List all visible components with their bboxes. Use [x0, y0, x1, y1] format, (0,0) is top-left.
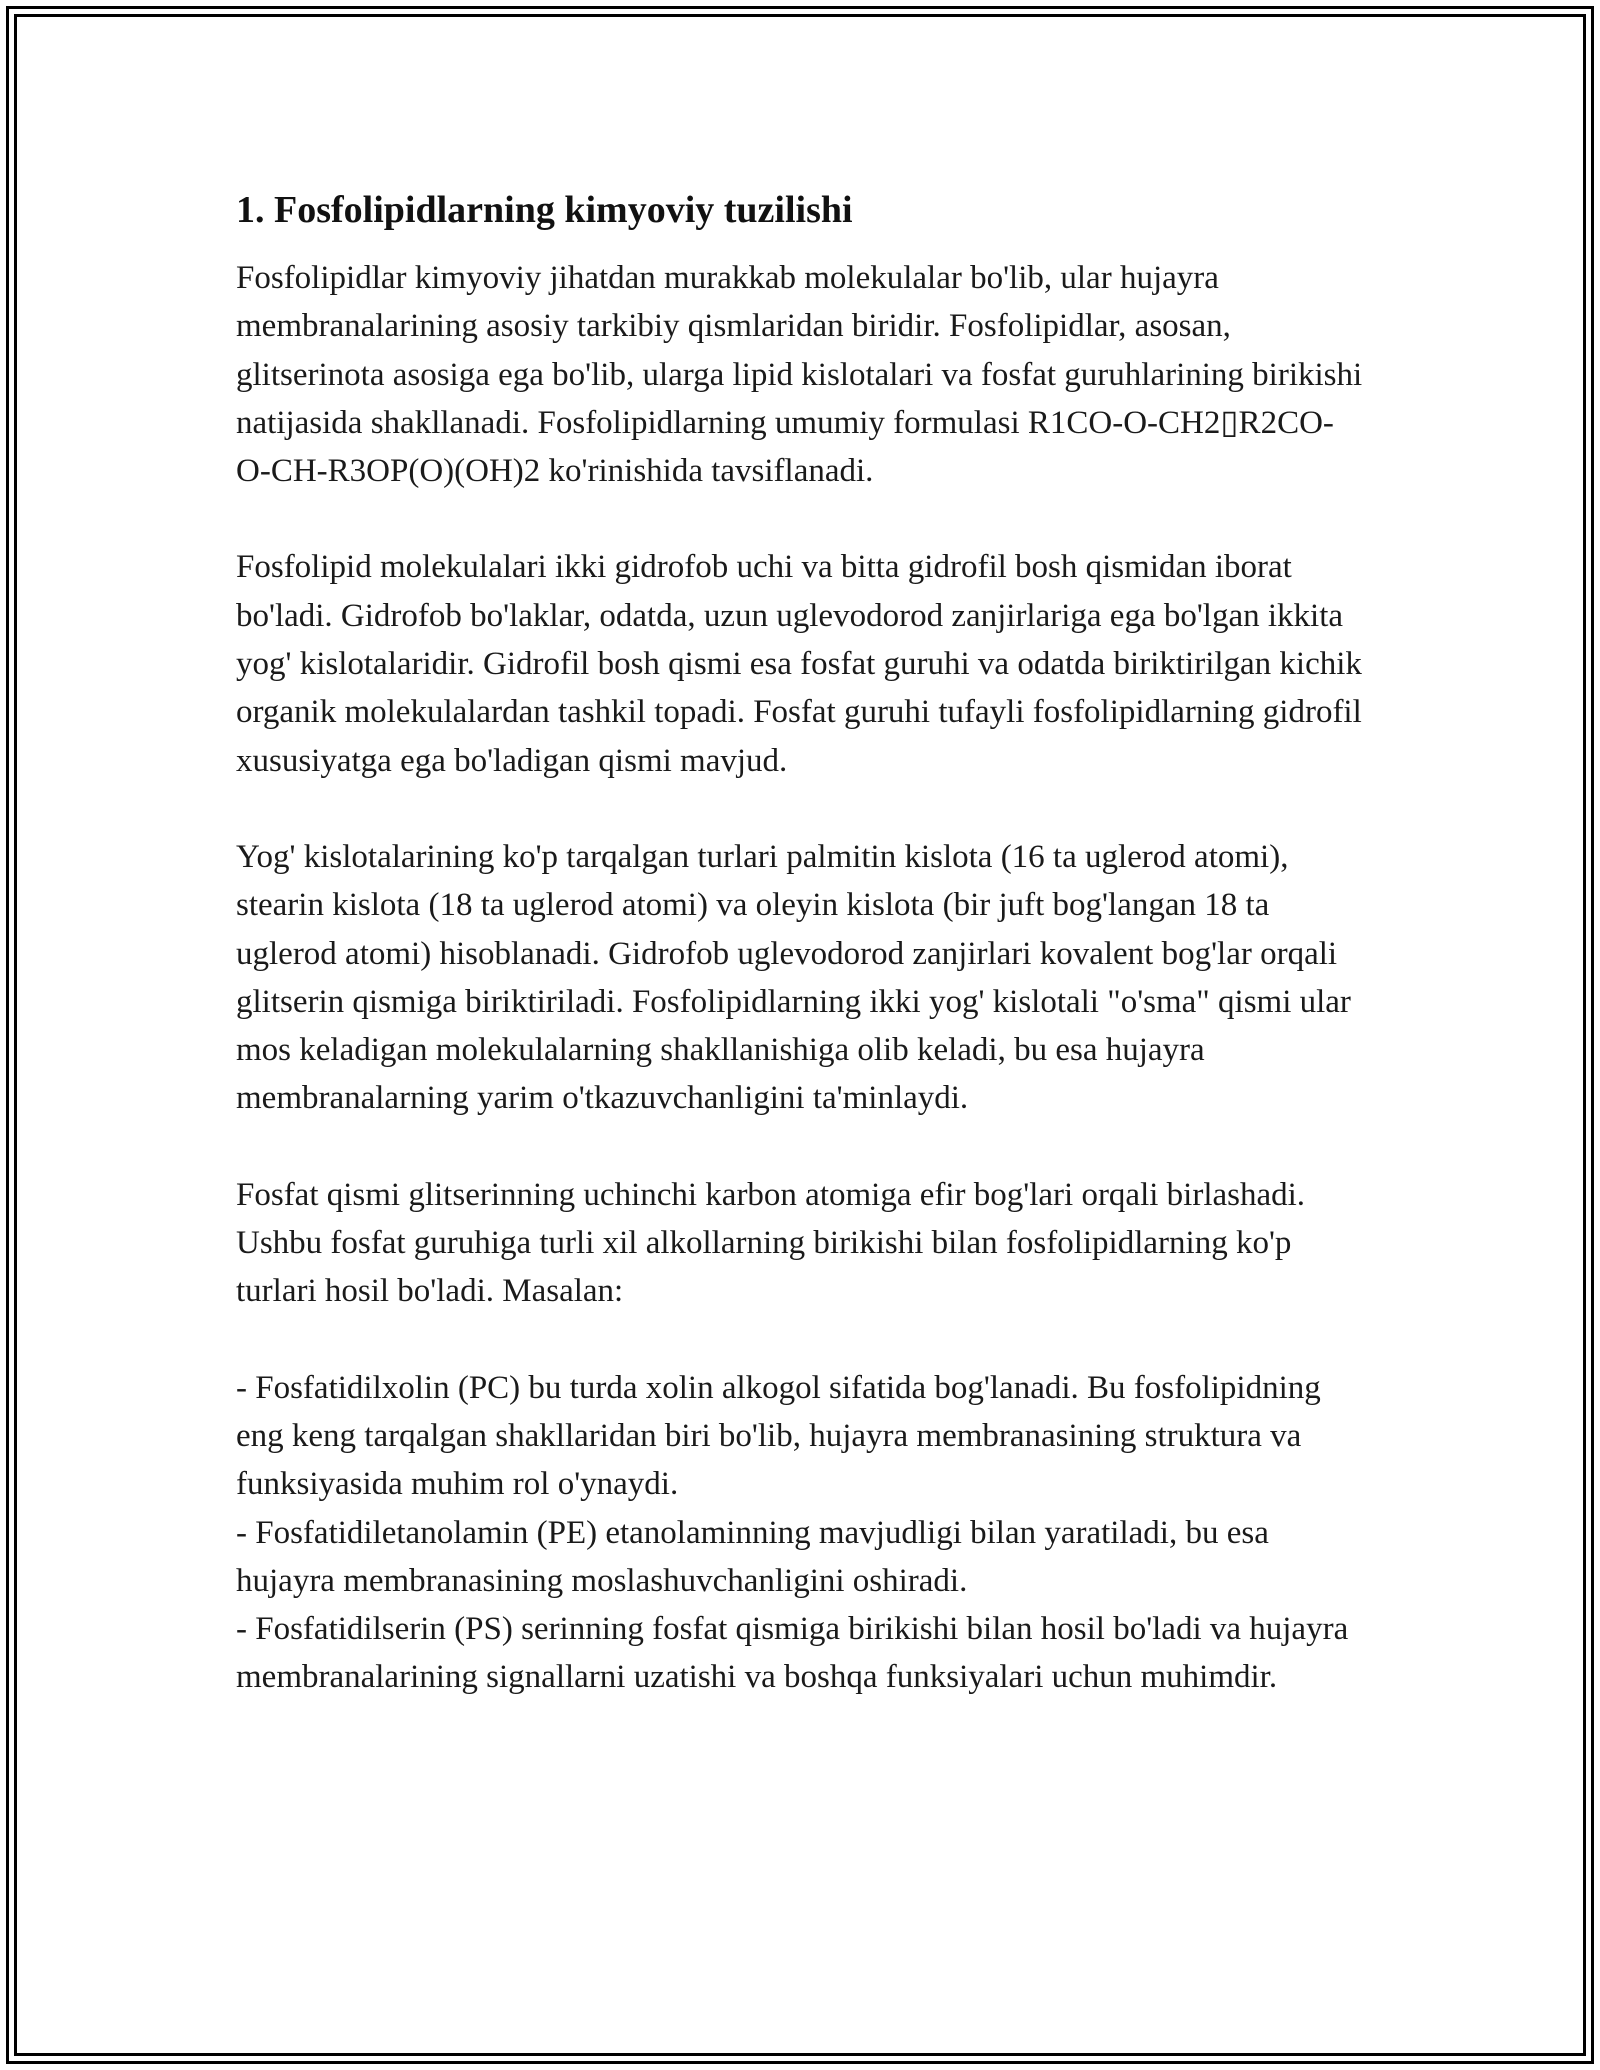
- paragraph-fatty-acids: Yog' kislotalarining ko'p tarqalgan turlari palmitin kislota (16 ta uglerod atomi), stearin kislota (18 ta uglerod atomi) va oleyin kislota (bir juft bog'langan 18 ta uglerod atomi) hisoblanadi. Gidrofob uglevodorod zanjirlari kovalent bog'lar orqali glitserin qismiga biriktiriladi. Fosfolipidlarning ikki yog' kislotali "o'sma" qismi ular mos keladigan molekulalarning shakllanishiga olib keladi, bu esa hujayra membranalarning yarim o'tkazuvchanligini ta'minlaydi.: [236, 838, 1351, 1117]
- document-body: [236, 186, 1366, 1702]
- list-item-phosphatidylcholine: - Fosfatidilxolin (PC) bu turda xolin alkogol sifatida bog'lanadi. Bu fosfolipidning eng keng tarqalgan shakllaridan biri bo'lib, hujayra membranasining struktura va funksiyasida muhim rol o'ynaydi.: [236, 1369, 1321, 1503]
- list-item-phosphatidylserine: - Fosfatidilserin (PS) serinning fosfat qismiga birikishi bilan hosil bo'ladi va hujayra membranalarining signallarni uzatishi va boshqa funksiyalari uchun muhimdir.: [236, 1611, 1349, 1696]
- paragraph-hydrophobic-hydrophilic: Fosfolipid molekulalari ikki gidrofob uchi va bitta gidrofil bosh qismidan iborat bo'ladi. Gidrofob bo'laklar, odatda, uzun uglevodorod zanjirlariga ega bo'lgan ikkita yog' kislotalaridir. Gidrofil bosh qismi esa fosfat guruhi va odatda biriktirilgan kichik organik molekulalardan tashkil topadi. Fosfat guruhi tufayli fosfolipidlarning gidrofil xususiyatga ega bo'ladigan qismi mavjud.: [236, 549, 1362, 779]
- section-title: 1. Fosfolipidlarning kimyoviy tuzilishi: [236, 189, 853, 231]
- phospholipid-types-list: [236, 1364, 1366, 1702]
- paragraph-phosphate-group: Fosfat qismi glitserinning uchinchi karbon atomiga efir bog'lari orqali birlashadi. Ushbu fosfat guruhiga turli xil alkollarning birikishi bilan fosfolipidlarning ko'p turlari hosil bo'ladi. Masalan:: [236, 1176, 1306, 1310]
- paragraph-structure-formula: Fosfolipidlar kimyoviy jihatdan murakkab molekulalar bo'lib, ular hujayra membranalarining asosiy tarkibiy qismlaridan biridir. Fosfolipidlar, asosan, glitserinota asosiga ega bo'lib, ularga lipid kislotalari va fosfat guruhlarining birikishi natijasida shakllanadi. Fosfolipidlarning umumiy formulasi R1CO-O-CH2▯R2CO-O-CH-R3OP(O)(OH)2 ko'rinishida tavsiflanadi.: [236, 260, 1363, 490]
- list-item-phosphatidylethanolamine: - Fosfatidiletanolamin (PE) etanolaminning mavjudligi bilan yaratiladi, bu esa hujayra membranasining moslashuvchanligini oshiradi.: [236, 1514, 1269, 1599]
